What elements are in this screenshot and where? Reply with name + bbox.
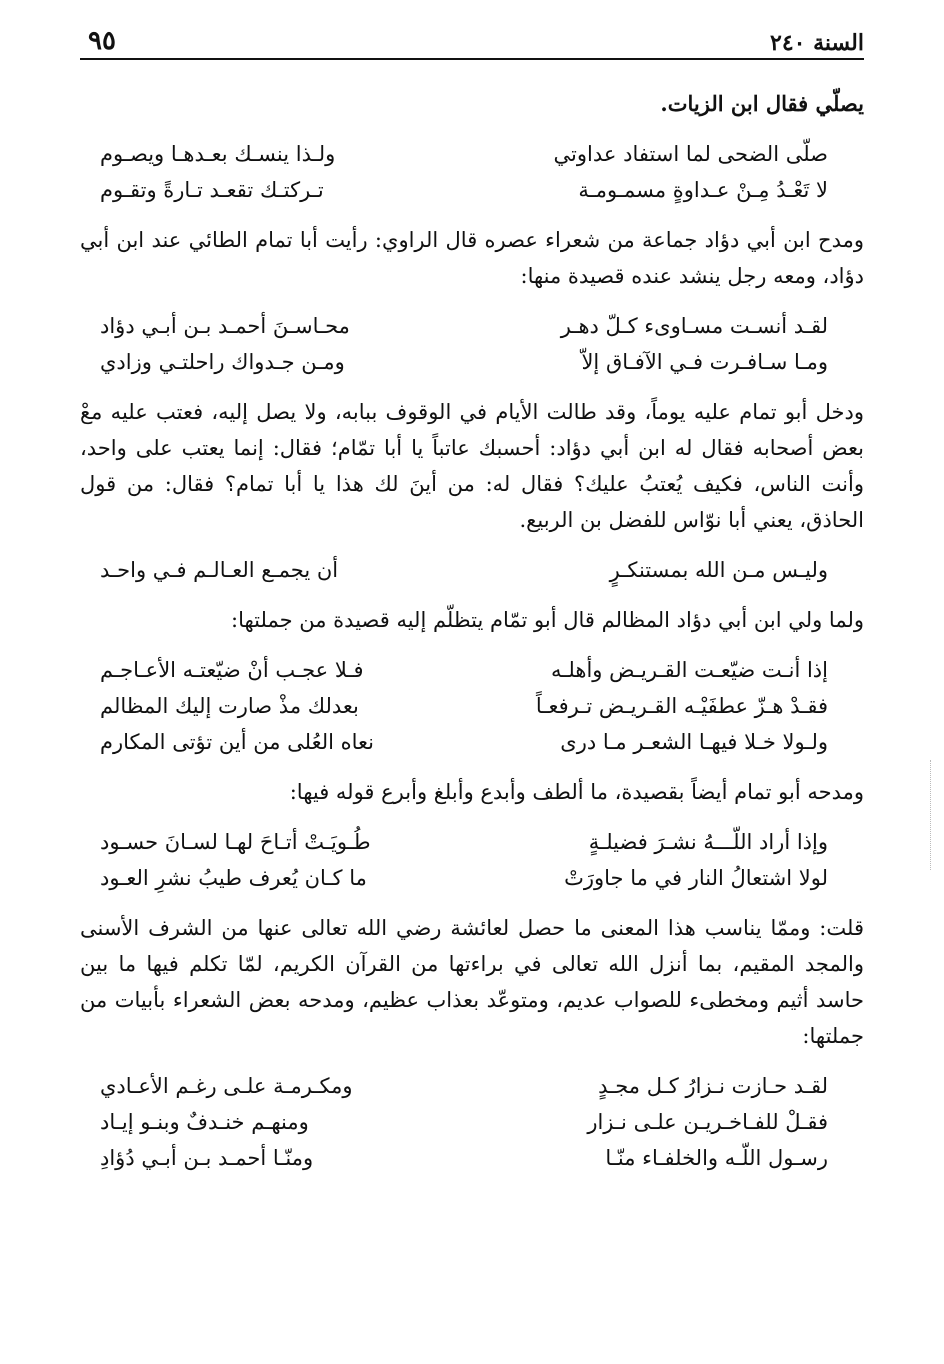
verse-first-hemistich: ومـا سـافـرت فـي الآفـاق إلاّ bbox=[581, 350, 828, 374]
verse-first-hemistich: فقـدْ هـزّ عطفَيْـه القـريـض تـرفعـاً bbox=[535, 694, 828, 718]
prose-paragraph: ومدحه أبو تمام أيضاً بقصيدة، ما ألطف وأبدع وأبلغ وأبرع قوله فيها: bbox=[289, 780, 864, 804]
verse-second-hemistich: أن يجمـع العـالـم فـي واحـد bbox=[100, 558, 339, 582]
verse-second-hemistich: ومكـرمـة علـى رغـم الأعـادي bbox=[100, 1074, 353, 1098]
verse-first-hemistich: لقـد حـازت نـزارُ كـل مجـدٍ bbox=[598, 1074, 828, 1098]
verse-first-hemistich: ولـولا خـلا فيهـا الشعـر مـا درى bbox=[560, 730, 828, 754]
verse-second-hemistich: نعاه العُلى من أين تؤتى المكارم bbox=[100, 730, 375, 754]
poem-verses bbox=[80, 824, 864, 896]
verse-line bbox=[100, 1068, 828, 1104]
verse-second-hemistich: ومـن جـدواك راحلتـي وزادي bbox=[100, 350, 345, 374]
verse-first-hemistich: فقـلْ للفـاخـريـن علـى نـزار bbox=[587, 1110, 828, 1134]
running-head: السنة ٢٤٠ bbox=[770, 30, 864, 56]
verse-first-hemistich: وليـس مـن الله بمستنكـرٍ bbox=[609, 558, 828, 582]
verse-second-hemistich: ولـذا ينسـك بعـدهـا ويصـوم bbox=[100, 142, 336, 166]
verse-line bbox=[100, 552, 828, 588]
verse-line bbox=[100, 344, 828, 380]
scan-margin-marks bbox=[930, 760, 941, 870]
prose-paragraph: ودخل أبو تمام عليه يوماً، وقد طالت الأيام في الوقوف ببابه، ولا يصل إليه، فعتب عليه معْ بعض أصحابه فقال له ابن أبي دؤاد: أحسبك عاتباً يا أبا تمّام؛ فقال: إنما يعتب على واحد، وأنت الناس، فكيف يُعتبُ عليك؟ فقال له: من أينَ لك هذا يا أبا تمام؟ فقال: من قول الحاذق، يعني أبا نوّاس للفضل بن الربيع. bbox=[80, 400, 864, 532]
verse-line bbox=[100, 308, 828, 344]
verse-first-hemistich: لا تَعْـدُ مِـنْ عـداوةٍ مسمـومـة bbox=[578, 178, 828, 202]
page-body bbox=[80, 86, 864, 1176]
page-header bbox=[80, 18, 864, 60]
poem-verses bbox=[80, 652, 864, 760]
verse-line bbox=[100, 136, 828, 172]
poem-verses bbox=[80, 1068, 864, 1176]
verse-line bbox=[100, 1140, 828, 1176]
verse-second-hemistich: طُـويَـتْ أتـاحَ لهـا لسـانَ حسـود bbox=[100, 830, 371, 854]
prose-paragraph: يصلّي فقال ابن الزيات. bbox=[660, 91, 864, 116]
verse-line bbox=[100, 652, 828, 688]
verse-first-hemistich: لولا اشتعالُ النار في ما جاورَتْ bbox=[564, 866, 828, 890]
verse-line bbox=[100, 1104, 828, 1140]
book-page bbox=[80, 18, 864, 1190]
verse-second-hemistich: بعدلك مذْ صارت إليك المظالم bbox=[100, 694, 359, 718]
verse-second-hemistich: ومنّـا أحمـد بـن أبـي دُؤادِ bbox=[100, 1146, 314, 1170]
verse-second-hemistich: فـلا عجـب أنْ ضيّعتـه الأعـاجـم bbox=[100, 658, 364, 682]
verse-line bbox=[100, 688, 828, 724]
verse-second-hemistich: ومنهـم خنـدفٌ وبنـو إيـاد bbox=[100, 1110, 309, 1134]
verse-line bbox=[100, 860, 828, 896]
prose-paragraph: ومدح ابن أبي دؤاد جماعة من شعراء عصره قال الراوي: رأيت أبا تمام الطائي عند ابن أبي دؤاد، ومعه رجل ينشد عنده قصيدة منها: bbox=[80, 228, 864, 288]
poem-verses bbox=[80, 136, 864, 208]
verse-first-hemistich: صلّى الضحى لما استفاد عداوتي bbox=[553, 142, 828, 166]
verse-first-hemistich: وإذا أراد اللّـــهُ نشـرَ فضيلـةٍ bbox=[588, 830, 828, 854]
prose-paragraph: ولما ولي ابن أبي دؤاد المظالم قال أبو تمّام يتظلّم إليه قصيدة من جملتها: bbox=[231, 608, 864, 632]
poem-verses bbox=[80, 552, 864, 588]
verse-first-hemistich: لقـد أنسـت مسـاوىء كـلّ دهـر bbox=[560, 314, 828, 338]
verse-first-hemistich: رسـول اللّـه والخلفـاء منّـا bbox=[605, 1146, 828, 1170]
verse-line bbox=[100, 172, 828, 208]
verse-line bbox=[100, 824, 828, 860]
verse-second-hemistich: تـركتـك تقعـد تـارةً وتقـوم bbox=[100, 178, 324, 202]
verse-second-hemistich: ما كـان يُعرف طيبُ نشرِ العـود bbox=[100, 866, 367, 890]
poem-verses bbox=[80, 308, 864, 380]
verse-first-hemistich: إذا أنـت ضيّعـت القـريـض وأهلـه bbox=[551, 658, 828, 682]
prose-paragraph: قلت: وممّا يناسب هذا المعنى ما حصل لعائشة رضي الله تعالى عنها من الشرف الأسنى والمجد المقيم، بما أنزل الله تعالى في براءتها من القرآن الكريم، لمّا تكلم فيها ما بين حاسد أثيم ومخطىء للصواب عديم، ومتوعّد بعذاب عظيم، ومدحه بعض الشعراء بأبيات من جملتها: bbox=[80, 916, 864, 1048]
page-number: ٩٥ bbox=[88, 26, 116, 56]
verse-line bbox=[100, 724, 828, 760]
verse-second-hemistich: محـاسـنَ أحمـد بـن أبـي دؤاد bbox=[100, 314, 350, 338]
